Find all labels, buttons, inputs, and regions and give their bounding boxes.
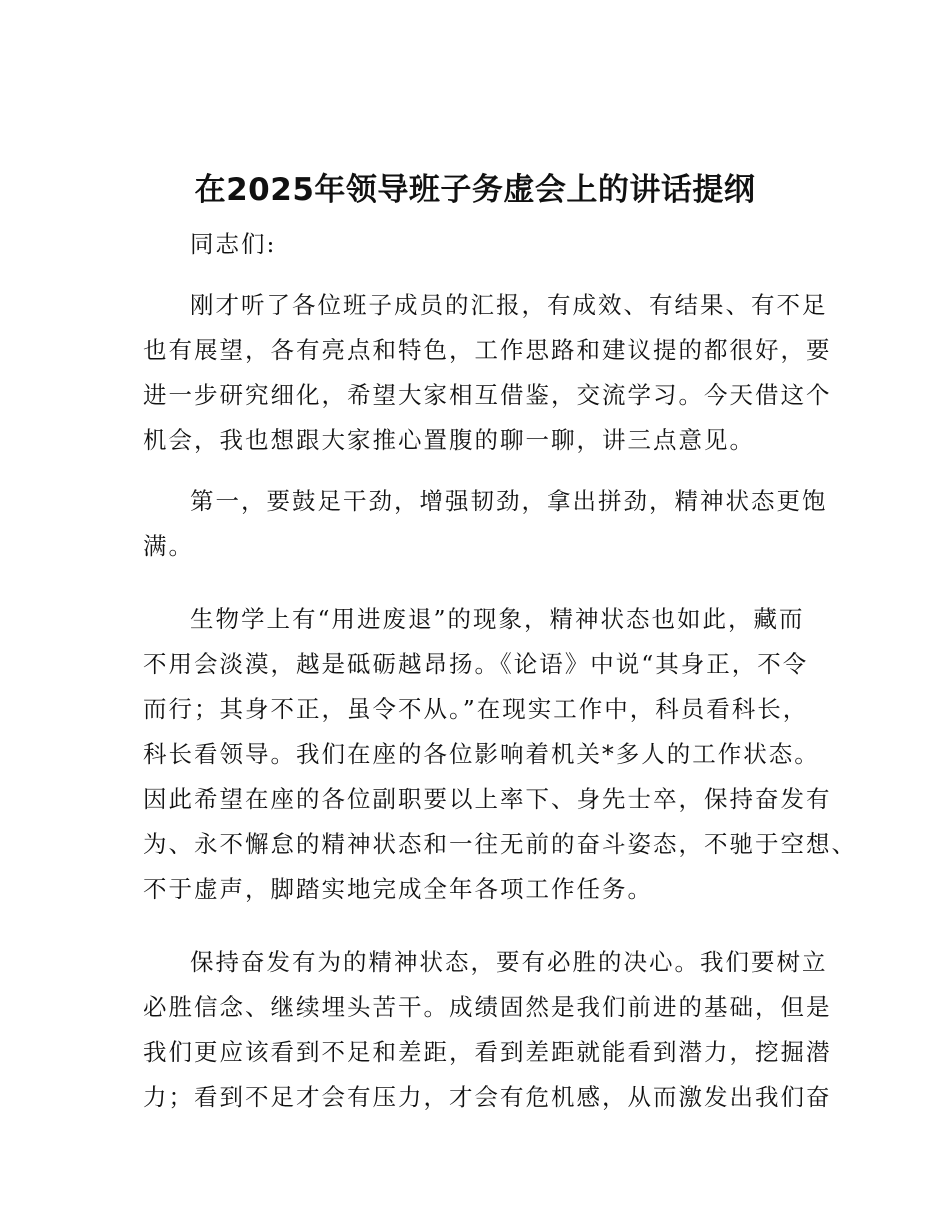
paragraph-line: 我们更应该看到不足和差距，看到差距就能看到潜力，挖掘潜 — [143, 1038, 832, 1066]
paragraph-line: 进一步研究细化，希望大家相互借鉴，交流学习。今天借这个 — [143, 381, 832, 409]
paragraph-line: 也有展望，各有亮点和特色，工作思路和建议提的都很好，要 — [143, 336, 832, 364]
paragraph-line: 因此希望在座的各位副职要以上率下、身先士卒，保持奋发有 — [143, 785, 832, 813]
paragraph-line: 为、永不懈怠的精神状态和一往无前的奋斗姿态，不驰于空想、 — [143, 830, 857, 858]
paragraph-line: 不用会淡漠，越是砥砺越昂扬。《论语》中说“其身正，不令 — [143, 650, 809, 678]
paragraph-line: 而行；其身不正，虽令不从。”在现实工作中，科员看科长， — [143, 695, 809, 723]
paragraph-line: 力；看到不足才会有压力，才会有危机感，从而激发出我们奋 — [143, 1083, 832, 1111]
paragraph-line: 保持奋发有为的精神状态，要有必胜的决心。我们要树立 — [190, 948, 828, 976]
section-heading-line: 第一，要鼓足干劲，增强韧劲，拿出拼劲，精神状态更饱 — [190, 487, 828, 515]
section-heading-line: 满。 — [143, 532, 194, 560]
section-heading-first-point — [143, 479, 828, 569]
document-body — [143, 222, 857, 1120]
paragraph-line: 必胜信念、继续埋头苦干。成绩固然是我们前进的基础，但是 — [143, 993, 832, 1021]
paragraph-line: 生物学上有“用进废退”的现象，精神状态也如此，藏而 — [190, 605, 805, 633]
paragraph-determination — [143, 940, 832, 1120]
paragraph-line: 刚才听了各位班子成员的汇报，有成效、有结果、有不足 — [190, 291, 828, 319]
paragraph-line: 科长看领导。我们在座的各位影响着机关*多人的工作状态。 — [143, 740, 820, 768]
paragraph-spirit — [143, 597, 857, 912]
paragraph-intro — [143, 283, 832, 463]
salutation: 同志们: — [190, 230, 277, 258]
document-title: 在2025年领导班子务虚会上的讲话提纲 — [194, 172, 756, 208]
paragraph-line: 机会，我也想跟大家推心置腹的聊一聊，讲三点意见。 — [143, 426, 755, 454]
paragraph-line: 不于虚声，脚踏实地完成全年各项工作任务。 — [143, 875, 653, 903]
